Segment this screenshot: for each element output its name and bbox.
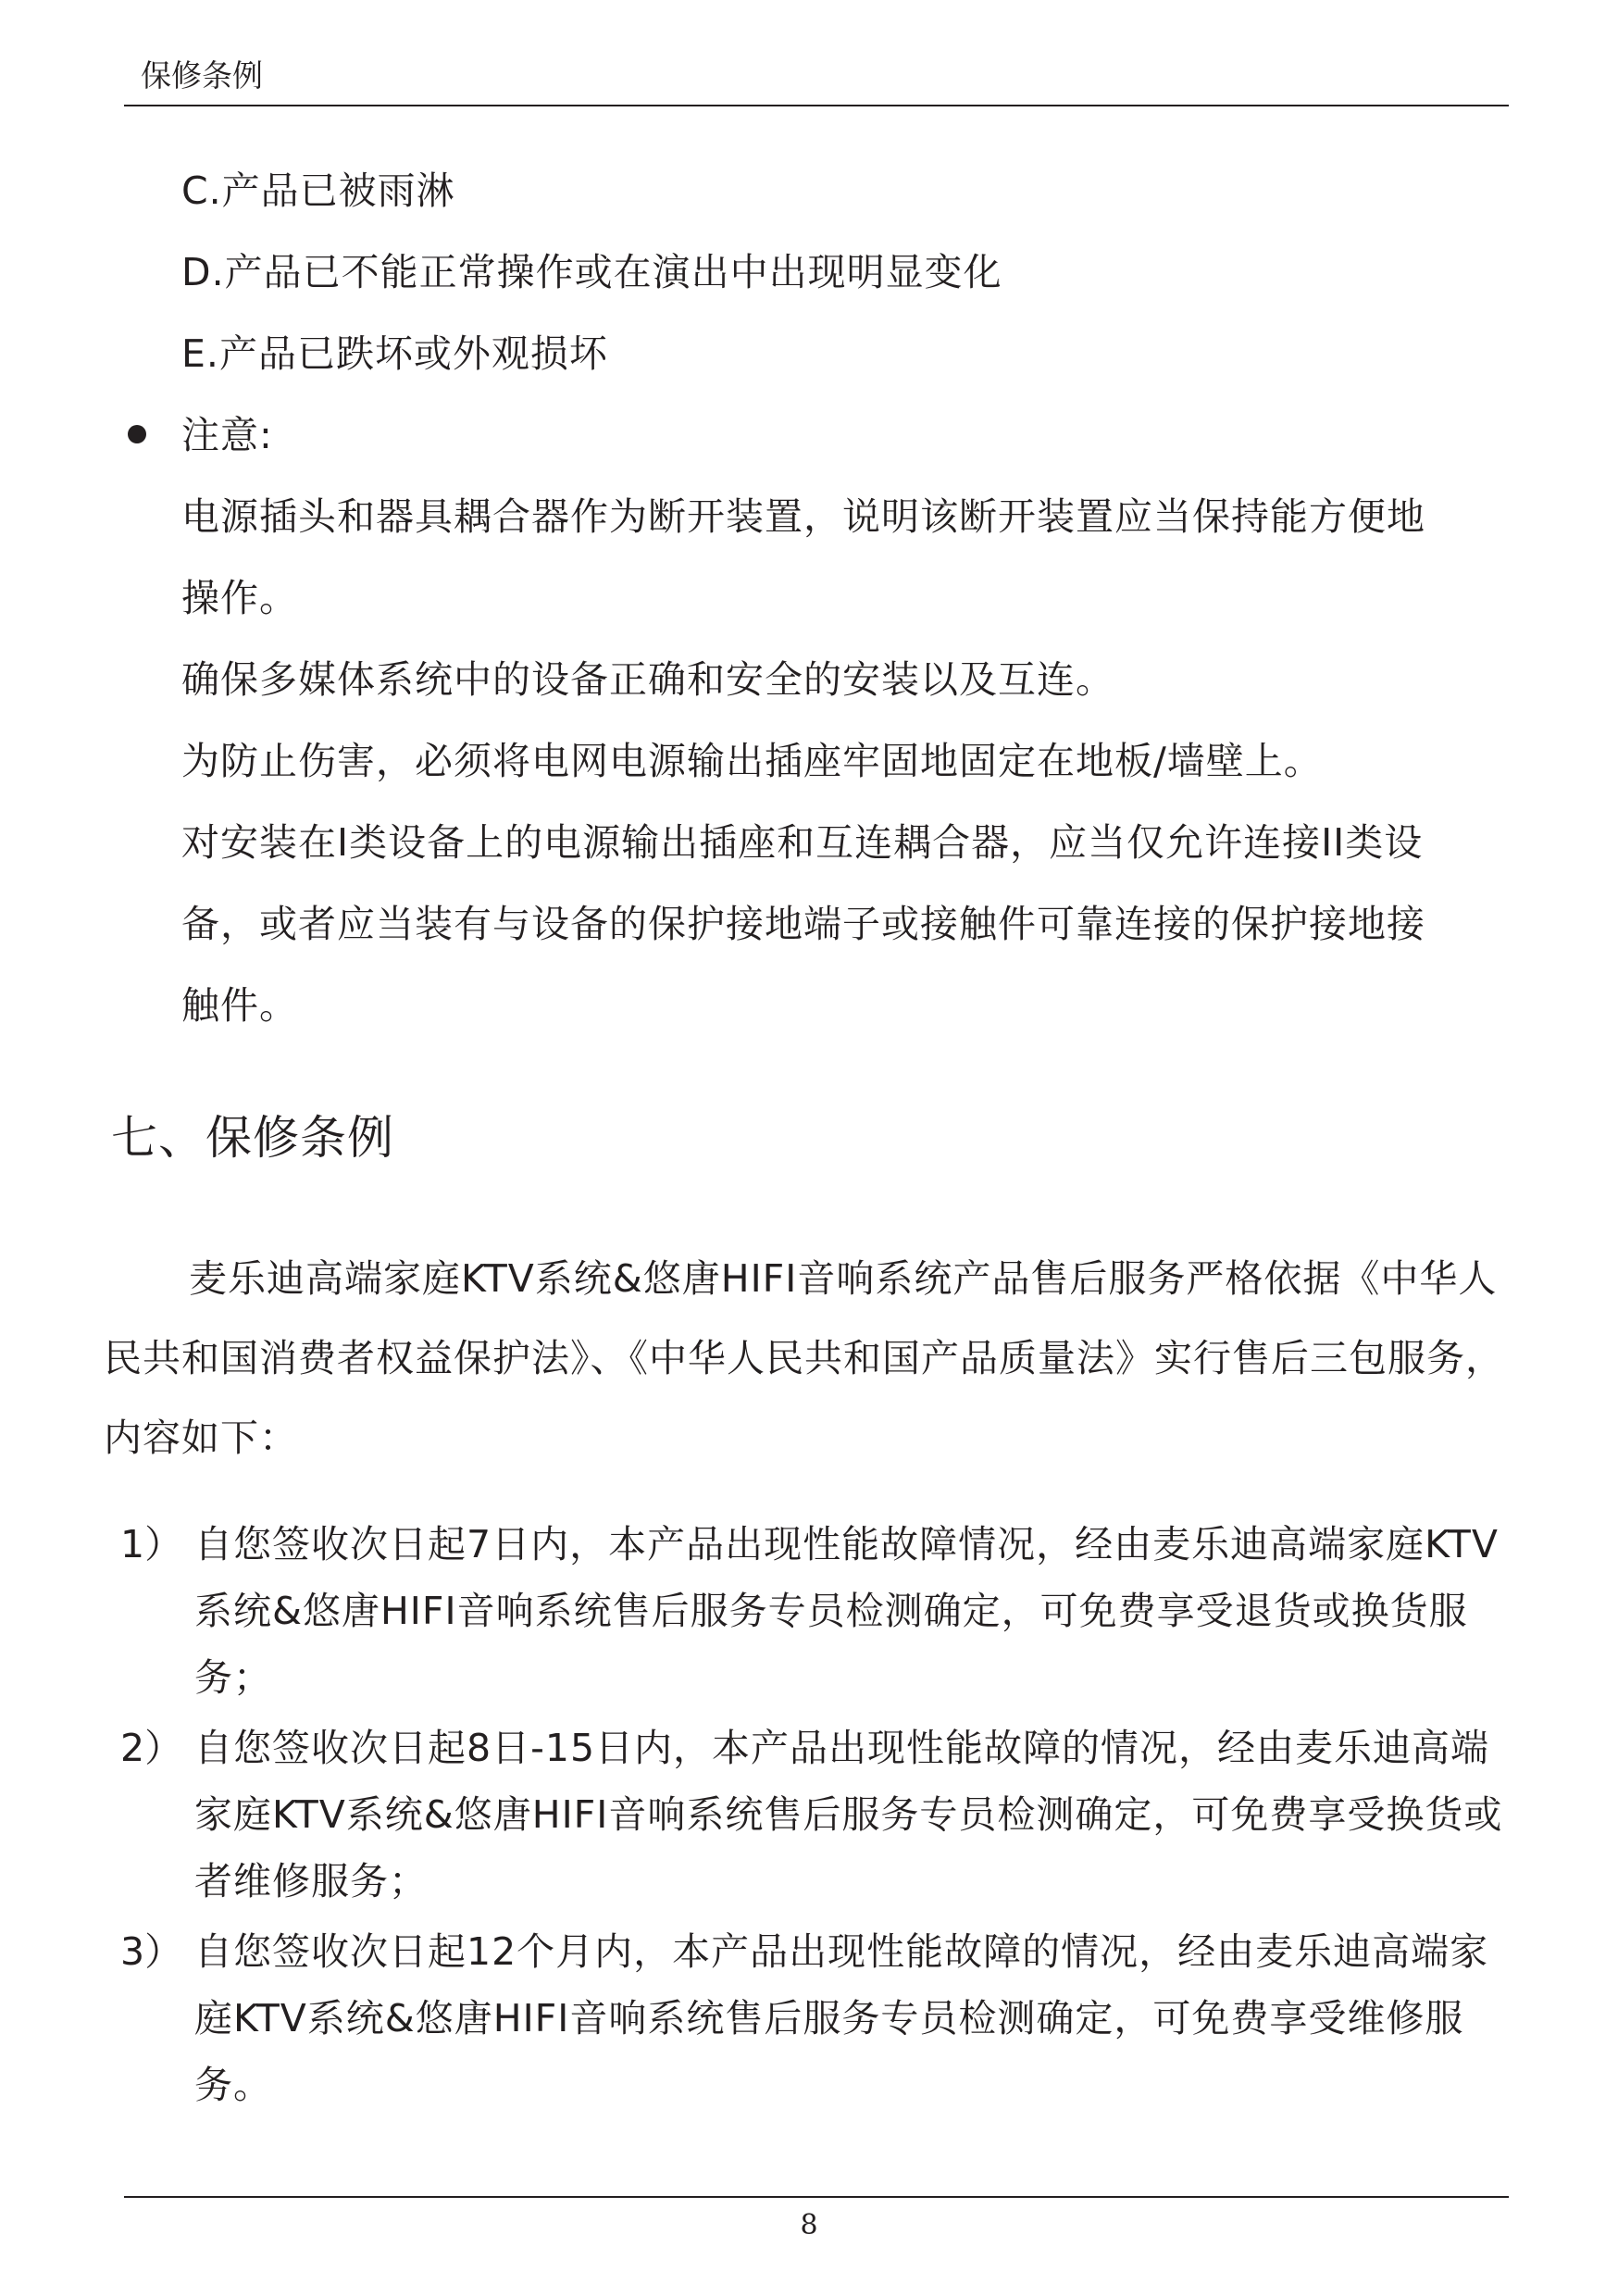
note-label: 注意: (181, 413, 273, 457)
section-intro: 麦乐迪高端家庭KTV系统&悠唐HIFI音响系统产品售后服务严格依据《中华人民共和国消费者权益保护法》、《中华人民共和国产品质量法》实行售后三包服务，内容如下： (104, 1256, 1504, 1460)
list-item-text: 自您签收次日起12个月内，本产品出现性能故障的情况，经由麦乐迪高端家庭KTV系统&悠唐HIFI音响系统售后服务专员检测确定，可免费享受维修服务。 (194, 1929, 1489, 2107)
list-item-text: 自您签收次日起8日-15日内，本产品出现性能故障的情况，经由麦乐迪高端家庭KTV系统&悠唐HIFI音响系统售后服务专员检测确定，可免费享受换货或者维修服务； (194, 1726, 1503, 1903)
list-item-number: 3） (120, 1929, 183, 1974)
section-heading: 七、保修条例 (111, 1111, 394, 1165)
list-item-number: 1） (120, 1522, 183, 1566)
note-line: 操作。 (181, 576, 298, 620)
footer-divider (124, 2196, 1509, 2198)
note-line: 备，或者应当装有与设备的保护接地端子或接触件可靠连接的保护接地接 (181, 902, 1425, 946)
condition-item-d: D.产品已不能正常操作或在演出中出现明显变化 (181, 250, 1002, 294)
note-line: 确保多媒体系统中的设备正确和安全的安装以及互连。 (181, 657, 1114, 702)
header-divider (124, 105, 1509, 106)
condition-item-c: C.产品已被雨淋 (181, 168, 455, 213)
note-line: 电源插头和器具耦合器作为断开装置，说明该断开装置应当保持能方便地 (181, 494, 1425, 539)
list-item-number: 2） (120, 1726, 183, 1770)
note-line: 对安装在I类设备上的电源输出插座和互连耦合器，应当仅允许连接II类设 (181, 820, 1424, 865)
condition-item-e: E.产品已跌坏或外观损坏 (181, 331, 608, 376)
header-title: 保修条例 (141, 57, 263, 94)
note-line: 为防止伤害，必须将电网电源输出插座牢固地固定在地板/墙壁上。 (181, 739, 1323, 783)
page-number: 8 (800, 2209, 818, 2241)
list-item-text: 自您签收次日起7日内，本产品出现性能故障情况，经由麦乐迪高端家庭KTV系统&悠唐HIFI音响系统售后服务专员检测确定，可免费享受退货或换货服务； (194, 1522, 1499, 1700)
note-line: 触件。 (181, 983, 298, 1028)
bullet-icon (128, 425, 146, 443)
